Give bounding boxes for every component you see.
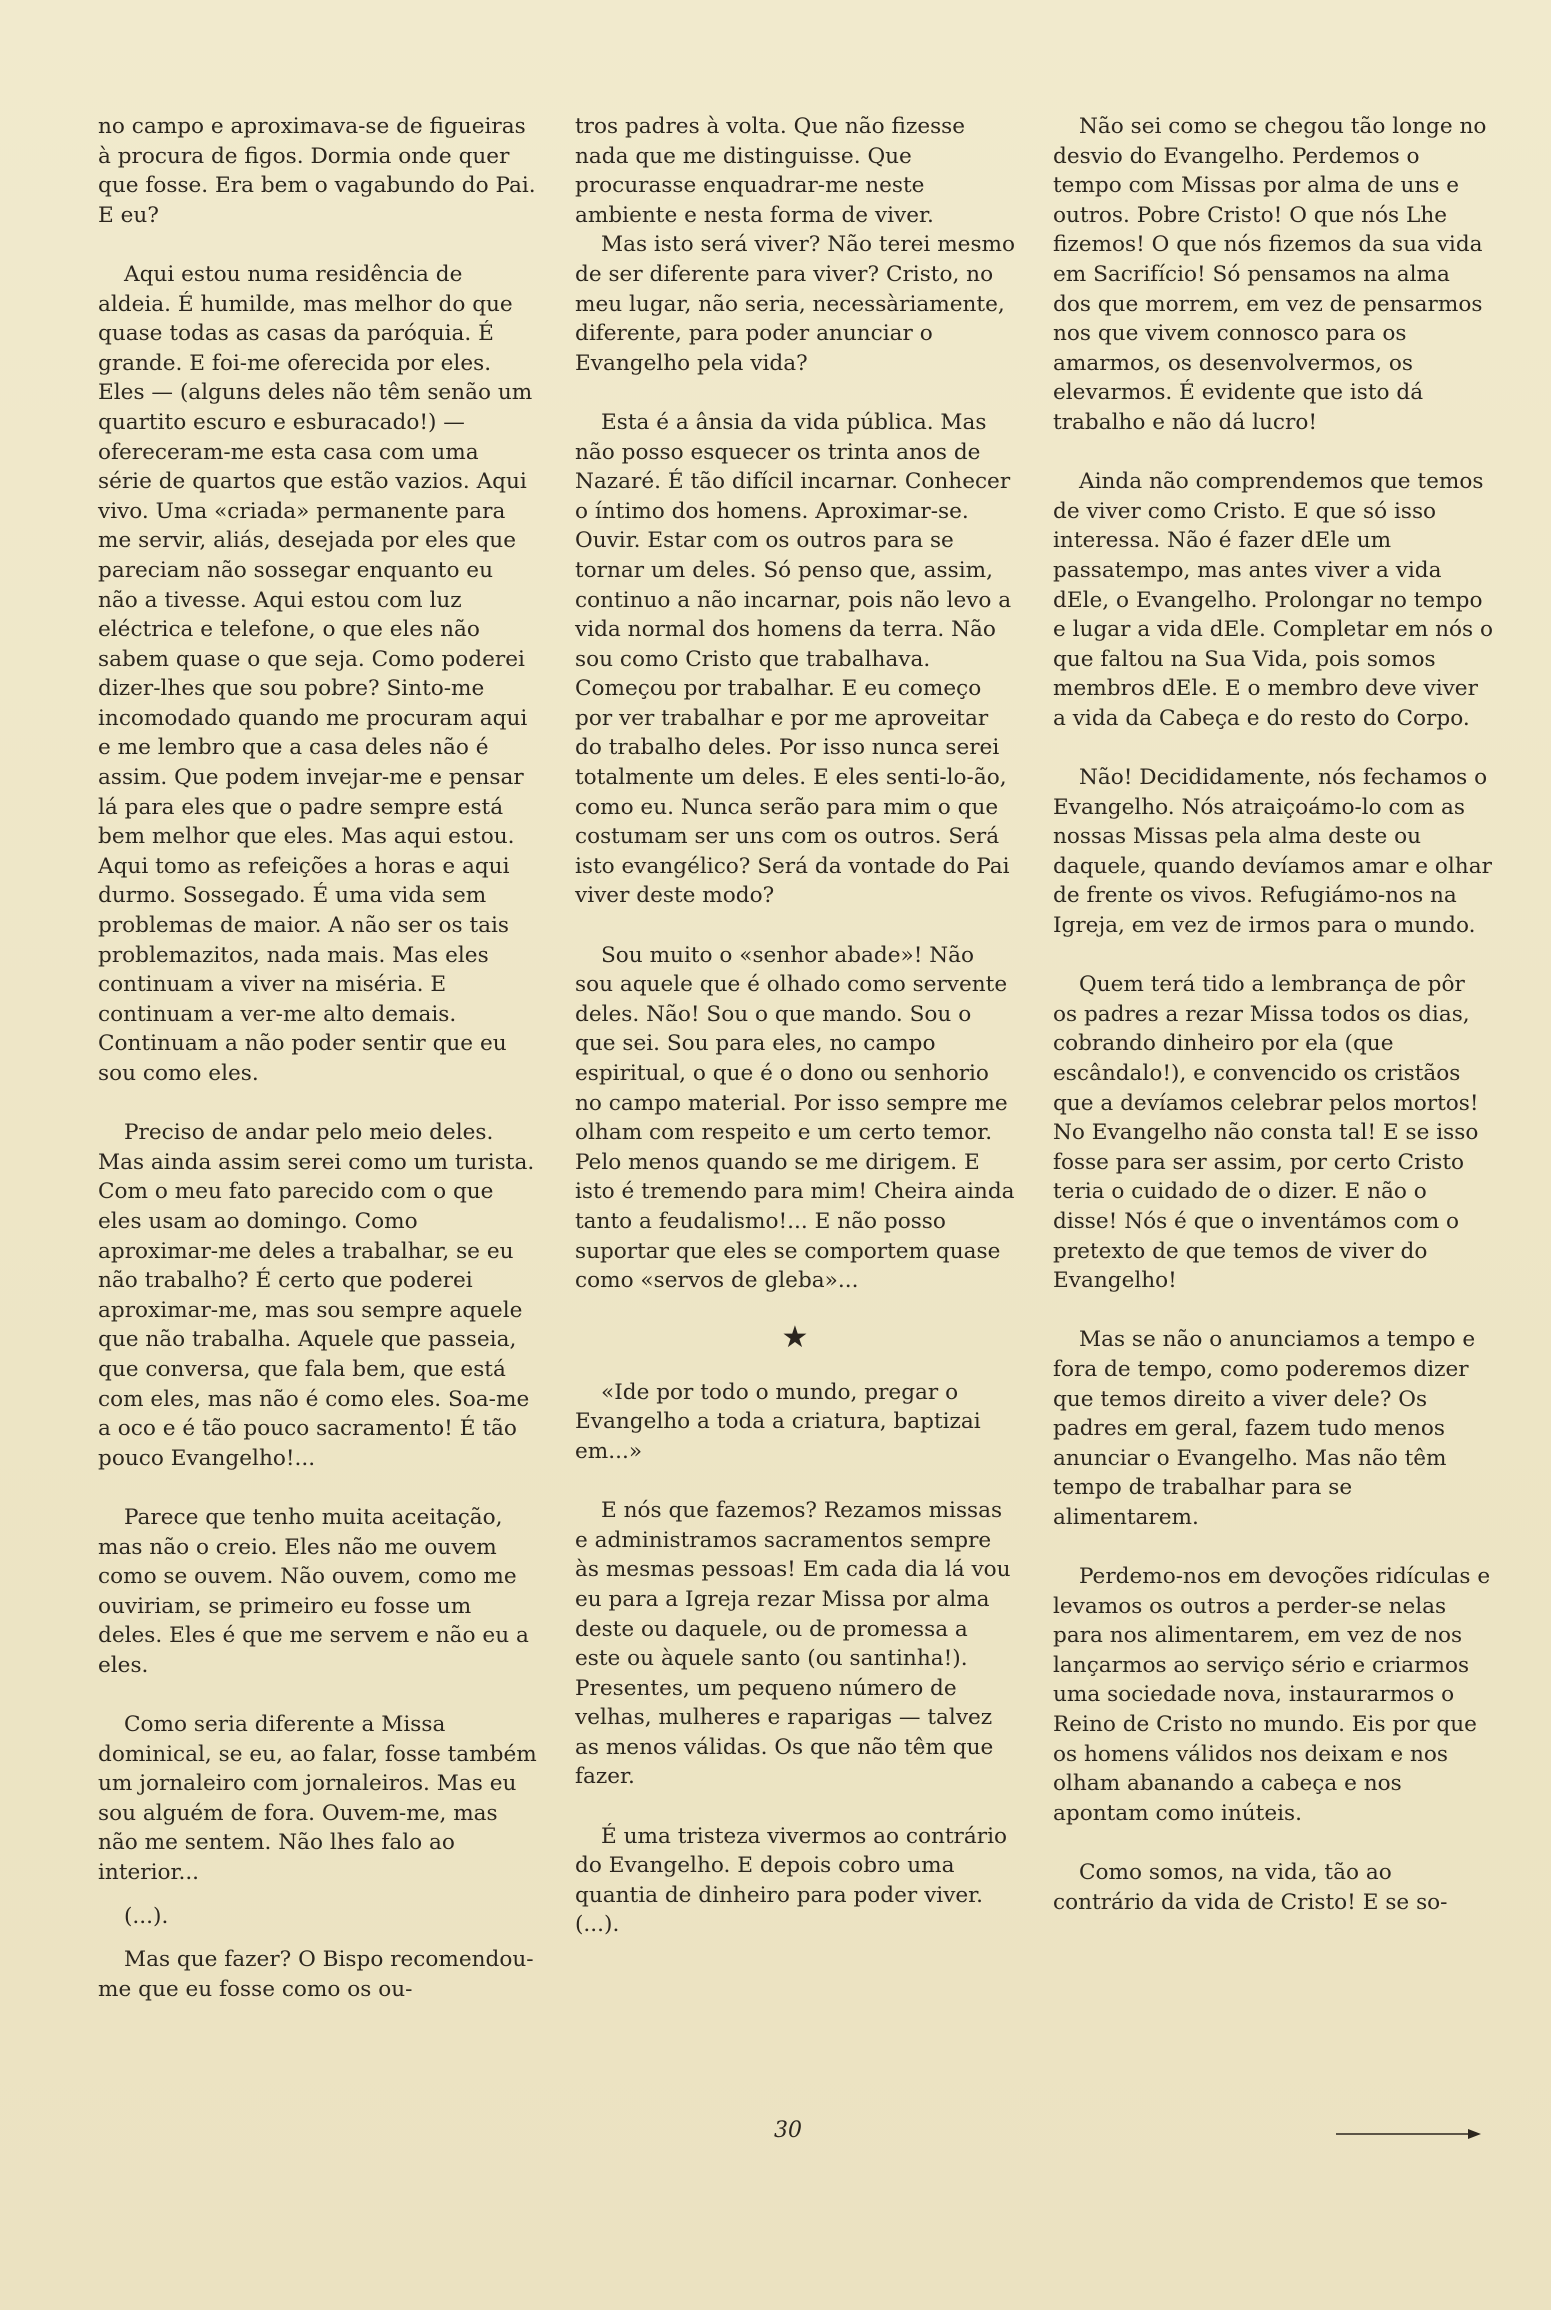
paragraph: Parece que tenho muita aceitação, mas não o creio. Eles não me ouvem como se ouvem. Não ouvem, como me ouviriam, se primeiro eu fosse um deles. Eles é que me servem e não eu a eles. [98, 1504, 529, 1678]
paragraph: Não! Decididamente, nós fechamos o Evangelho. Nós atraiçoámo-lo com as nossas Missas pela alma deste ou daquele, quando devíamos amar e olhar de frente os vivos. Refugiámo-nos na Igreja, em vez de irmos para o mundo. [1053, 765, 1492, 939]
paragraph: (...). [124, 1903, 169, 1929]
paragraph: Sou muito o «senhor abade»! Não sou aquele que é olhado como servente deles. Não! Sou o que mando. Sou o que sei. Sou para eles, no campo espiritual, o que é o dono ou senhorio no campo material. Por isso sempre me olham com respeito e um certo temor. Pelo menos quando se me dirigem. E isto é tremendo para mim! Cheira ainda tanto a feudalismo!... E não posso suportar que eles se comportem quase como «servos de gleba»... [575, 942, 1015, 1294]
paragraph: Preciso de andar pelo meio deles. Mas ainda assim serei como um turista. Com o meu fato parecido com o que eles usam ao domingo. Como aproximar-me deles a trabalhar, se eu não trabalho? É certo que poderei aproximar-me, mas sou sempre aquele que não trabalha. Aquele que passeia, que conversa, que fala bem, que está com eles, mas não é como eles. Soa-me a oco e é tão pouco sacramento! É tão pouco Evangelho!... [98, 1120, 535, 1471]
paragraph: Como somos, na vida, tão ao contrário da vida de Cristo! E se so- [1053, 1860, 1448, 1915]
paragraph: Ainda não comprendemos que temos de viver como Cristo. E que só isso interessa. Não é fazer dEle um passatempo, mas antes viver a vida dEle, o Evangelho. Prolongar no tempo e lugar a vida dEle. Completar em nós o que faltou na Sua Vida, pois somos membros dEle. E o membro deve viver a vida da Cabeça e do resto do Corpo. [1053, 469, 1493, 731]
paragraph: Não sei como se chegou tão longe no desvio do Evangelho. Perdemos o tempo com Missas por alma de uns e outros. Pobre Cristo! O que nós Lhe fizemos! O que nós fizemos da sua vida em Sacrifício! Só pensamos na alma dos que morrem, em vez de pensarmos nos que vivem connosco para os amarmos, os desenvolvermos, os elevarmos. É evidente que isto dá trabalho e não dá lucro! [1053, 114, 1487, 435]
paragraph: Esta é a ânsia da vida pública. Mas não posso esquecer os trinta anos de Nazaré. É tão difícil incarnar. Conhecer o íntimo dos homens. Aproximar-se. Ouvir. Estar com os outros para se tornar um deles. Só penso que, assim, continuo a não incarnar, pois não levo a vida normal dos homens da terra. Não sou como Cristo que trabalhava. Começou por trabalhar. E eu começo por ver trabalhar e por me aproveitar do trabalho deles. Por isso nunca serei totalmente um deles. E eles senti-lo-ão, como eu. Nunca serão para mim o que costumam ser uns com os outros. Será isto evangélico? Será da vontade do Pai viver deste modo? [575, 409, 1012, 909]
paragraph: Mas se não o anunciamos a tempo e fora de tempo, como poderemos dizer que temos direito a viver dele? Os padres em geral, fazem tudo menos anunciar o Evangelho. Mas não têm tempo de trabalhar para se alimentarem. [1053, 1327, 1476, 1530]
page-number: 30 [774, 2118, 802, 2143]
column-3 [1053, 112, 1493, 1917]
paragraph: Quem terá tido a lembrança de pôr os padres a rezar Missa todos os dias, cobrando dinheiro por ela (que escândalo!), e convencido os cristãos que a devíamos celebrar pelos mortos! No Evangelho não consta tal! E se isso fosse para ser assim, por certo Cristo teria o cuidado de o dizer. E não o disse! Nós é que o inventámos com o pretexto de que temos de viver do Evangelho! [1053, 972, 1479, 1294]
paragraph: Como seria diferente a Missa dominical, se eu, ao falar, fosse também um jornaleiro com jornaleiros. Mas eu sou alguém de fora. Ouvem-me, mas não me sentem. Não lhes falo ao interior... [98, 1712, 537, 1886]
column-2 [575, 112, 1015, 1940]
paragraph: E nós que fazemos? Rezamos missas e administramos sacramentos sempre às mesmas pessoas! Em cada dia lá vou eu para a Igreja rezar Missa por alma deste ou daquele, ou de promessa a este ou àquele santo (ou santinha!). Presentes, um pequeno número de velhas, mulheres e raparigas — talvez as menos válidas. Os que não têm que fazer. [575, 1498, 1011, 1790]
paragraph: no campo e aproximava-se de figueiras à procura de figos. Dormia onde quer que fosse. Era bem o vagabundo do Pai. E eu? [98, 114, 536, 228]
continue-arrow-icon [1336, 2128, 1482, 2140]
paragraph: Mas que fazer? O Bispo recomendou-me que eu fosse como os ou- [98, 1947, 534, 2002]
paragraph: «Ide por todo o mundo, pregar o Evangelho a toda a criatura, baptizai em...» [575, 1379, 981, 1464]
paragraph: Perdemo-nos em devoções ridículas e levamos os outros a perder-se nelas para nos alimentarem, em vez de nos lançarmos ao serviço sério e criarmos uma sociedade nova, instaurarmos o Reino de Cristo no mundo. Eis por que os homens válidos nos deixam e nos olham abanando a cabeça e nos apontam como inúteis. [1053, 1564, 1491, 1826]
paragraph: tros padres à volta. Que não fizesse nada que me distinguisse. Que procurasse enquadrar-me neste ambiente e nesta forma de viver. [575, 114, 966, 228]
paragraph: É uma tristeza vivermos ao contrário do Evangelho. E depois cobro uma quantia de dinheiro para poder viver. (...). [575, 1823, 1007, 1938]
paragraph: Mas isto será viver? Não terei mesmo de ser diferente para viver? Cristo, no meu lugar, não seria, necessàriamente, diferente, para poder anunciar o Evangelho pela vida? [575, 232, 1016, 376]
section-separator-star: ★ [781, 1319, 809, 1355]
paragraph: Aqui estou numa residência de aldeia. É humilde, mas melhor do que quase todas as casas da paróquia. É grande. E foi-me oferecida por eles. Eles — (alguns deles não têm senão um quartito escuro e esburacado!) — ofereceram-me esta casa com uma série de quartos que estão vazios. Aqui vivo. Uma «criada» permanente para me servir, aliás, desejada por eles que pareciam não sossegar enquanto eu não a tivesse. Aqui estou com luz eléctrica e telefone, o que eles não sabem quase o que seja. Como poderei dizer-lhes que sou pobre? Sinto-me incomodado quando me procuram aqui e me lembro que a casa deles não é assim. Que podem invejar-me e pensar lá para eles que o padre sempre está bem melhor que eles. Mas aqui estou. Aqui tomo as refeições a horas e aqui durmo. Sossegado. É uma vida sem problemas de maior. A não ser os tais problemazitos, nada mais. Mas eles continuam a viver na miséria. E continuam a ver-me alto demais. Continuam a não poder sentir que eu sou como eles. [98, 261, 533, 1086]
column-1 [98, 112, 538, 2004]
